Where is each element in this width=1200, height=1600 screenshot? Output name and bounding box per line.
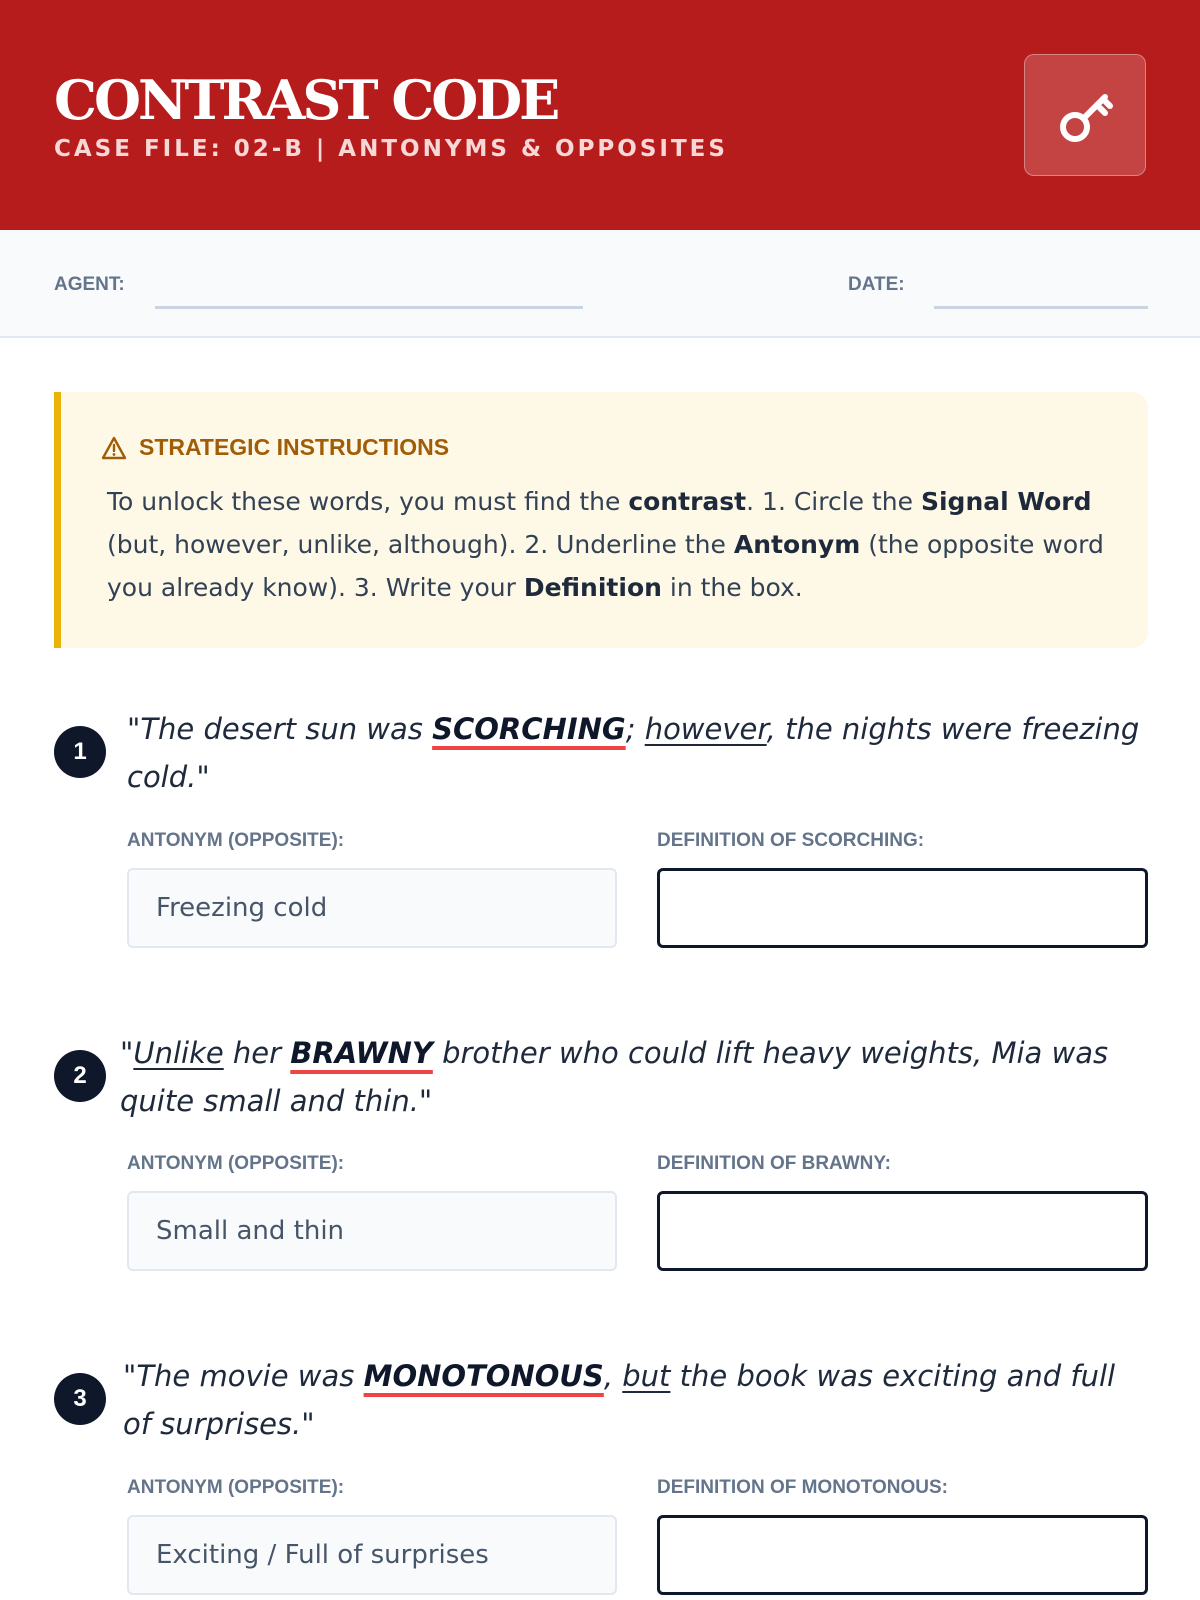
instruction-text: To unlock these words, you must find the [107, 487, 629, 516]
sentence-text: "The movie was [123, 1359, 364, 1393]
target-word: SCORCHING [432, 712, 626, 746]
warning-icon [101, 436, 127, 460]
instruction-text: (the opposite word you already know). 3. Write your [107, 530, 1104, 602]
instructions-title: STRATEGIC INSTRUCTIONS [139, 434, 450, 460]
question-number-badge: 1 [54, 726, 106, 778]
question-number-badge: 2 [54, 1050, 106, 1102]
target-word: MONOTONOUS [363, 1359, 604, 1393]
date-label: DATE: [848, 274, 905, 295]
sentence-text: brother who could lift heavy weights, Mia was quite small and thin." [120, 1036, 1109, 1118]
agent-field[interactable] [155, 306, 583, 309]
sentence-text: , the nights were freezing cold." [127, 712, 1140, 794]
instruction-keyword: Antonym [733, 530, 861, 559]
sentence-text: her [223, 1036, 291, 1070]
antonym-label: ANTONYM (OPPOSITE): [127, 830, 345, 851]
signal-word: but [622, 1359, 671, 1393]
agent-label: AGENT: [54, 274, 125, 295]
definition-label: DEFINITION OF SCORCHING: [657, 830, 925, 851]
sentence-text: , [603, 1359, 623, 1393]
antonym-label: ANTONYM (OPPOSITE): [127, 1477, 345, 1498]
instruction-text: in the box. [661, 573, 803, 602]
antonym-label: ANTONYM (OPPOSITE): [127, 1153, 345, 1174]
signal-word: Unlike [133, 1036, 224, 1070]
antonym-field[interactable]: Small and thin [127, 1191, 617, 1271]
definition-label: DEFINITION OF BRAWNY: [657, 1153, 891, 1174]
signal-word: however [644, 712, 767, 746]
case-file-subtitle: CASE FILE: 02-B | ANTONYMS & OPPOSITES [54, 136, 728, 162]
target-word: BRAWNY [290, 1036, 433, 1070]
instructions-heading [101, 434, 449, 461]
definition-input[interactable] [657, 1191, 1148, 1271]
question-sentence [123, 1352, 1147, 1448]
page-title: CONTRAST CODE [54, 68, 558, 132]
definition-input[interactable] [657, 868, 1148, 948]
instruction-text: (but, however, unlike, although). 2. Underline the [107, 530, 734, 559]
antonym-field[interactable]: Freezing cold [127, 868, 617, 948]
instructions-panel [54, 392, 1148, 648]
instruction-text: . 1. Circle the [746, 487, 921, 516]
sentence-text: ; [625, 712, 645, 746]
key-icon [1055, 85, 1117, 147]
definition-input[interactable] [657, 1515, 1148, 1595]
agent-date-bar [0, 230, 1200, 338]
key-button[interactable] [1024, 54, 1146, 176]
instruction-keyword: Signal Word [920, 487, 1092, 516]
instruction-keyword: Definition [523, 573, 662, 602]
instructions-text [107, 480, 1117, 609]
sentence-text: the book was exciting and full of surprises." [123, 1359, 1116, 1441]
date-field[interactable] [934, 306, 1148, 309]
question-sentence [120, 1029, 1144, 1125]
header-banner [0, 0, 1200, 230]
antonym-field[interactable]: Exciting / Full of surprises [127, 1515, 617, 1595]
instruction-keyword: contrast [628, 487, 747, 516]
question-number-badge: 3 [54, 1373, 106, 1425]
sentence-text: " [120, 1036, 134, 1070]
definition-label: DEFINITION OF MONOTONOUS: [657, 1477, 948, 1498]
question-sentence [127, 705, 1151, 801]
sentence-text: "The desert sun was [127, 712, 433, 746]
